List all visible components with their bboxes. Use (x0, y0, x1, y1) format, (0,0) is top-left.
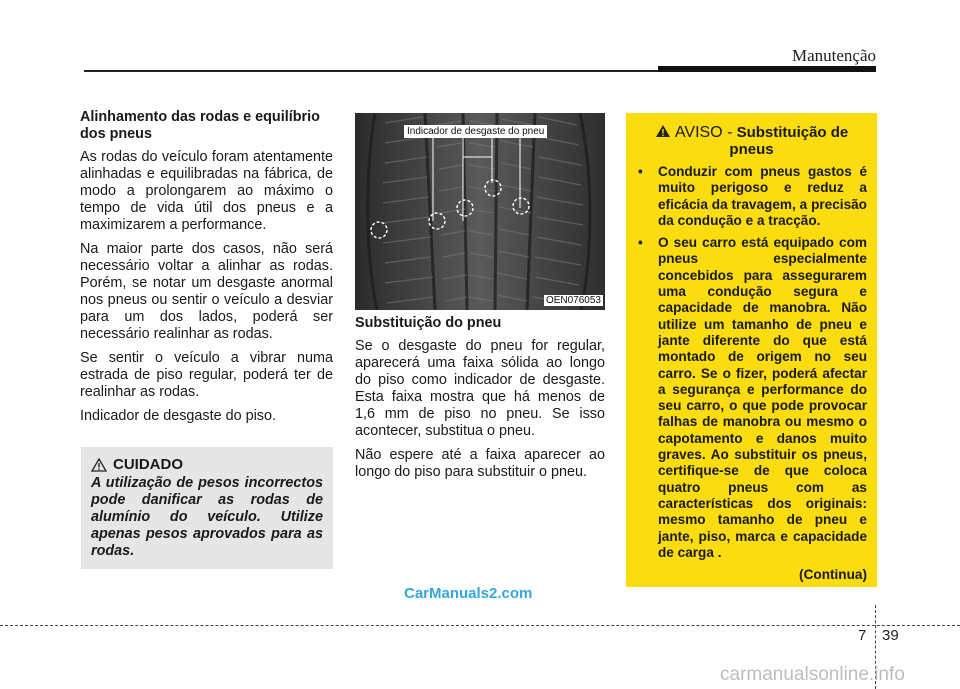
tread-indicator-callout: Indicador de desgaste do pneu (404, 125, 547, 138)
chapter-number: 7 (858, 627, 867, 644)
caution-text: A utilização de pesos incorrectos pode danificar as rodas de alumínio do veículo. Utilize apenas pesos aprovados para as rodas. (91, 475, 323, 559)
left-column (80, 109, 333, 432)
footer-site-watermark: carmanualsonline.info (720, 664, 905, 685)
footer-dashed-rule (0, 625, 960, 626)
section-title: Manutenção (791, 46, 876, 65)
warning-item: • Conduzir com pneus gastos é muito perigoso e reduz a eficácia da travagem, a precisão da condução e a tracção. (638, 164, 867, 228)
alignment-paragraph-1: As rodas do veículo foram atentamente alinhadas e equilibradas na fábrica, de modo a prolongarem ao máximo o tempo de vida útil dos pneus e a maximizarem a performance. (80, 149, 333, 233)
tire-replacement-paragraph-2: Não espere até a faixa aparecer ao longo do piso para substituir o pneu. (355, 447, 605, 480)
warning-item: • O seu carro está equipado com pneus especialmente concebidos para assegurarem uma condução segura e capacidade de manobra. Não utilize um tamanho de pneu e jante diferente do que está montado de origem no seu carro. Se o fizer, poderá afectar a segurança e performance do seu carro, o que pode provocar falhas de manobra ou mesmo o capotamento e danos muito graves. Ao substituir os pneus, certifique-se de que coloca quatro pneus com as características dos originais: mesmo tamanho de pneu e jante, piso, marca e capacidade de carga . (638, 235, 867, 560)
caution-title: CUIDADO (113, 456, 183, 473)
alignment-paragraph-3: Se sentir o veículo a vibrar numa estrada de piso regular, poderá ter de realinhar as rodas. (80, 350, 333, 400)
warning-list (636, 164, 867, 561)
warning-triangle-icon (91, 458, 107, 472)
header-rule-thin (84, 70, 660, 72)
bullet: • (638, 164, 643, 179)
warning-title (636, 124, 867, 158)
tire-tread-drawing (355, 113, 605, 310)
watermark-link[interactable]: CarManuals2.com (404, 585, 533, 602)
alignment-heading: Alinhamento das rodas e equilíbrio dos pneus (80, 109, 320, 142)
bullet: • (638, 235, 643, 251)
tire-replacement-heading: Substituição do pneu (355, 315, 502, 331)
page-number: 39 (882, 627, 899, 644)
alignment-paragraph-2: Na maior parte dos casos, não será necessário voltar a alinhar as rodas. Porém, se notar um desgaste anormal nos pneus ou sentir o veículo a desviar para um dos lados, poderá ser necessário realinhar as rodas. (80, 241, 333, 342)
header-rule-thick (658, 66, 876, 72)
figure-code: OEN076053 (545, 295, 601, 306)
warning-triangle-icon (655, 124, 671, 138)
continue-label: (Continua) (799, 567, 867, 583)
tire-replacement-paragraph-1: Se o desgaste do pneu for regular, aparecerá uma faixa sólida ao longo do piso como indicador de desgaste. Esta faixa mostra que há menos de 1,6 mm de piso no pneu. Se isso acontecer, substitua o pneu. (355, 338, 605, 439)
caution-box (81, 447, 333, 569)
warning-title-sub: Substituição de pneus (729, 124, 849, 158)
tire-tread-image (355, 113, 605, 310)
middle-column (355, 315, 605, 488)
warning-box (626, 113, 877, 587)
warning-title-main: AVISO - (674, 124, 733, 141)
alignment-paragraph-4: Indicador de desgaste do piso. (80, 408, 277, 424)
